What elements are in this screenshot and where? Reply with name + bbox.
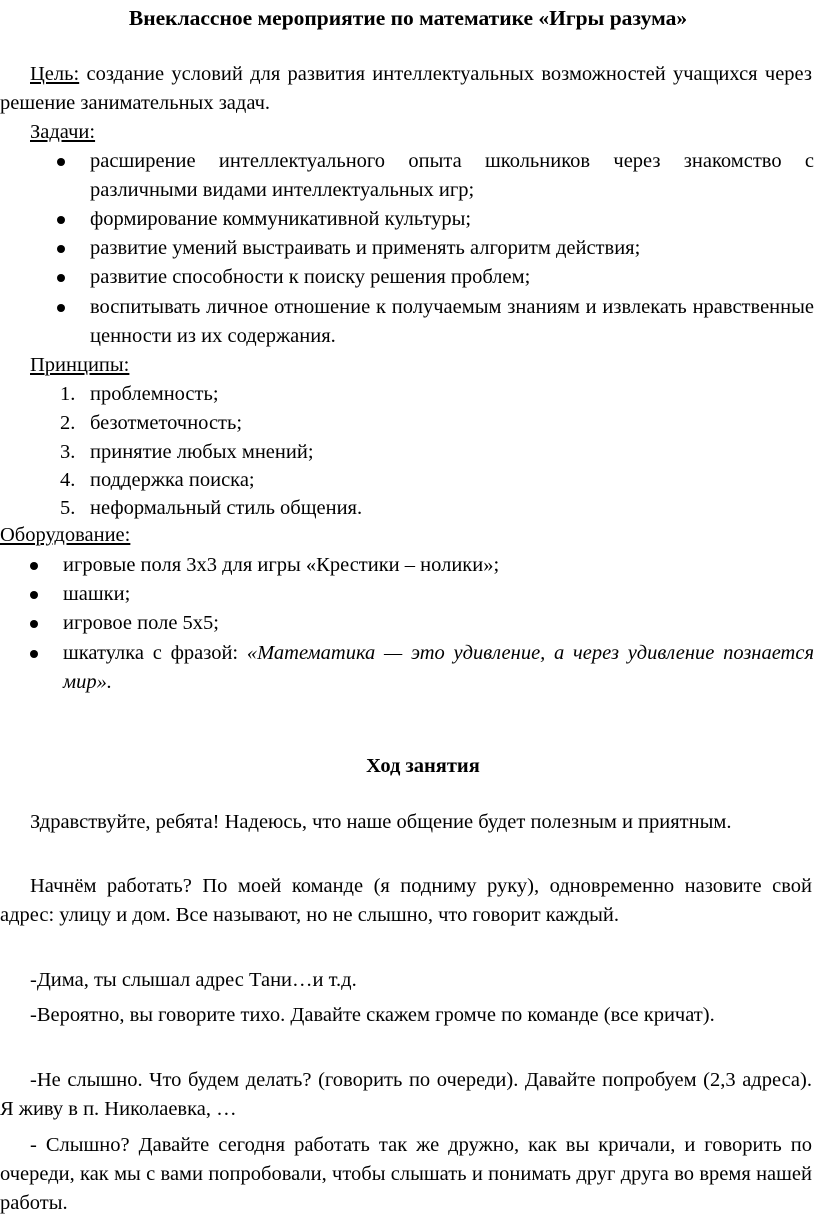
tasks-heading [0,118,812,147]
tasks-label: Задачи: [30,121,96,143]
bullet-icon [57,274,65,282]
bullet-icon [30,620,38,628]
bullet-icon [30,591,38,599]
quote-text: «Математика — это удивление, а через удивление познается мир». [63,642,814,693]
course-paragraph: -Дима, ты слышал адрес Тани…и т.д. [30,969,357,991]
equipment-label: Оборудование: [0,524,131,546]
equipment-heading [0,521,812,550]
bullet-icon [30,562,38,570]
bullet-icon [57,245,65,253]
goal-label: Цель: [30,63,80,85]
course-paragraph: Начнём работать? По моей команде (я подниму руку), одновременно назовите свой адрес: улицу и дом. Все называют, но не слышно, что говорит каждый. [0,875,812,926]
bullet-icon [30,650,38,658]
course-paragraph: -Не слышно. Что будем делать? (говорить по очереди). Давайте попробуем (2,3 адреса). Я живу в п. Николаевка, … [0,1069,812,1120]
bullet-icon [57,158,65,166]
course-paragraph: Здравствуйте, ребята! Надеюсь, что наше общение будет полезным и приятным. [30,811,732,833]
course-heading: Ход занятия [366,755,480,777]
course-paragraph: -Вероятно, вы говорите тихо. Давайте скажем громче по команде (все кричат). [30,1004,715,1026]
goal-paragraph [0,60,812,118]
principles-label: Принципы: [30,354,130,376]
bullet-icon [57,304,65,312]
bullet-icon [57,216,65,224]
goal-text: создание условий для развития интеллектуальных возможностей учащихся через решение занимательных задач. [0,63,812,114]
course-paragraph: - Слышно? Давайте сегодня работать так же дружно, как вы кричали, и говорить по очереди, как мы с вами попробовали, чтобы слышать и понимать друг друга во время нашей работы. [0,1134,812,1214]
document-title: Внеклассное мероприятие по математике «Игры разума» [128,6,688,30]
principles-heading [0,351,812,380]
